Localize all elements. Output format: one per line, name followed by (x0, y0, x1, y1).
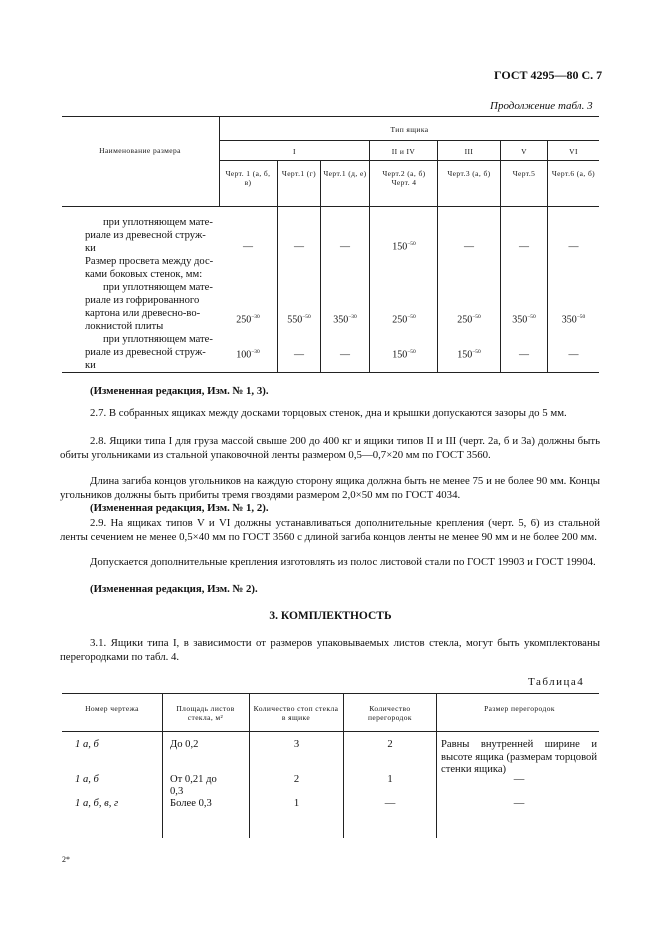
table3-divider (500, 140, 501, 372)
table4-cell: — (513, 774, 525, 785)
table3-divider (437, 140, 438, 372)
footer-mark: 2* (62, 855, 70, 864)
table3-text-line: при уплотняющем мате- (103, 282, 213, 293)
table4-divider (162, 693, 163, 838)
page-header-title: ГОСТ 4295—80 С. 7 (494, 68, 603, 82)
table3-name-header: Наименование размера (99, 146, 181, 155)
table3-text-line: ки (85, 243, 96, 254)
table4-cell: От 0,21 до 0,3 (170, 774, 217, 797)
table3-divider (220, 140, 599, 141)
table3-cell: $100^{-30}$ (236, 349, 260, 361)
table4-cell: — (513, 798, 525, 809)
table4-header: Количество перегородок (368, 704, 412, 722)
paragraph-2-8: 2.8. Ящики типа I для груза массой свыше 200 до 400 кг и ящики типов II и III (черт. 2а, б и 3а) должны быть обиты угольниками из стальной упаковочной ленты размером 0,5—0,7×20 мм по ГОСТ 3560. (60, 435, 600, 461)
table3-cell: — (464, 241, 474, 253)
table3-cell: — (340, 349, 350, 361)
table3-cell: $350^{-30}$ (333, 314, 357, 326)
table3-subheader: Черт.6 (а, б) (551, 169, 596, 178)
table3-subheader: Черт.2 (а, б) Черт. 4 (382, 169, 426, 187)
table3-subheader: Черт. 1 (а, б, в) (225, 169, 271, 187)
table3-cell: $550^{-50}$ (287, 314, 311, 326)
table4-top-rule (62, 693, 599, 694)
table3-divider (277, 160, 278, 372)
table3-text-line: при уплотняющем мате- (103, 334, 213, 345)
table3-cell: — (243, 241, 253, 253)
table3-bottom-rule (62, 372, 599, 373)
table3-type-label: I (293, 147, 296, 156)
section-heading: 3. КОМПЛЕКТНОСТЬ (269, 610, 392, 622)
table4-header: Номер чертежа (85, 704, 139, 713)
table3-subheader: Черт.5 (512, 169, 536, 178)
table3-subheader: Черт.1 (д, е) (323, 169, 367, 178)
table3-cell: — (568, 349, 579, 361)
table3-subheader: Черт.1 (г) (281, 169, 317, 178)
table3-text-line: локнистой плиты (85, 321, 164, 332)
table4-cell: 2 (293, 774, 300, 785)
table3-header-rule (62, 206, 599, 207)
table3-cell: $250^{-50}$ (457, 314, 481, 326)
table3-text-line: Размер просвета между дос- (85, 256, 214, 267)
table3-cell: — (519, 349, 529, 361)
table3-cell: $150^{-50}$ (392, 349, 416, 361)
table4-cell: 1 (293, 798, 300, 809)
table3-cell: — (519, 241, 529, 253)
table3-type-header: Тип ящика (390, 125, 429, 134)
table3-cell: — (294, 241, 304, 253)
table3-type-label: VI (569, 147, 578, 156)
change-note: (Измененная редакция, Изм. № 1, 2). (90, 502, 269, 514)
table3-divider (547, 140, 548, 372)
table4-cell: 1 а, б, в, г (75, 798, 119, 809)
table3-divider (369, 140, 370, 372)
table3-top-rule (62, 116, 599, 117)
table3-text-line: картона или древесно-во- (85, 308, 201, 319)
table3-cell: $250^{-50}$ (392, 314, 416, 326)
table3-cell: $350^{-50}$ (512, 314, 536, 326)
table3-text-line: риале из древесной струж- (85, 347, 206, 358)
table3-cell: — (294, 349, 304, 361)
table4-header-rule (62, 731, 599, 732)
table3-subheader: Черт.3 (а, б) (447, 169, 491, 178)
table3-text-line: риале из гофрированного (85, 295, 200, 306)
paragraph-2-7: 2.7. В собранных ящиках между досками торцовых стенок, дна и крышки допускаются зазоры до 5 мм. (90, 407, 567, 419)
table3-cell: $250^{-30}$ (236, 314, 260, 326)
table4-cell: — (384, 798, 396, 809)
table4-cell: 2 (387, 739, 393, 750)
table3-type-label: III (464, 147, 474, 156)
table4-cell: 1 (387, 774, 393, 785)
table3-cell: $150^{-50}$ (392, 241, 416, 253)
table3-type-label: II и IV (391, 147, 416, 156)
table4-header: Площадь листов стекла, м² (176, 704, 235, 722)
table-continuation-label: Продолжение табл. 3 (490, 100, 593, 112)
table4-cell: Более 0,3 (170, 798, 212, 809)
table3-cell: $350^{-50}$ (561, 314, 586, 326)
table4-divider (249, 693, 250, 838)
paragraph-3-1: 3.1. Ящики типа I, в зависимости от размеров упаковываемых листов стекла, могут быть укомплектованы перегородками по табл. 4. (60, 637, 600, 663)
table3-type-label: V (521, 147, 527, 156)
table4-divider (436, 693, 437, 838)
table4-header: Размер перегородок (484, 704, 555, 713)
change-note: (Измененная редакция, Изм. № 2). (90, 583, 258, 595)
table3-divider (320, 160, 321, 372)
table4-header: Количество стоп стекла в ящике (253, 704, 339, 722)
table4-cell: 1 а, б (75, 739, 99, 750)
table4-cell: До 0,2 (170, 739, 199, 750)
table3-text-line: риале из древесной струж- (85, 230, 206, 241)
paragraph-2-9: 2.9. На ящиках типов V и VI должны устанавливаться дополнительные крепления (черт. 5, 6) из стальной ленты сечением не менее 0,5×40 мм по ГОСТ 3560 с длиной загиба концов ленты не менее 90 мм и не более 200 мм. (60, 517, 600, 543)
table3-cell: $150^{-50}$ (457, 349, 481, 361)
paragraph-2-9b: Допускается дополнительные крепления изготовлять из полос листовой стали по ГОСТ 19903 и ГОСТ 19904. (90, 556, 596, 568)
table3-cell: — (568, 241, 579, 253)
change-note: (Измененная редакция, Изм. № 1, 3). (90, 385, 269, 397)
table3-text-line: ки (85, 360, 96, 371)
paragraph-2-8b: Длина загиба концов угольников на каждую сторону ящика должна быть не менее 75 и не более 90 мм. Концы угольников должны быть прибиты тремя гвоздями размером 2,0×50 мм по ГОСТ 4034. (60, 475, 600, 501)
table4-cell: 1 а, б (75, 774, 99, 785)
table4-cell: 3 (293, 739, 300, 750)
table3-cell: — (340, 241, 350, 253)
table4-divider (343, 693, 344, 838)
table4-cell: Равны внутренней ширине и высоте ящика (размерам торцовой стенки ящика) (441, 739, 597, 775)
table3-text-line: при уплотняющем мате- (103, 217, 213, 228)
table4-label: Таблица4 (528, 676, 585, 688)
table3-text-line: ками боковых стенок, мм: (85, 269, 203, 280)
